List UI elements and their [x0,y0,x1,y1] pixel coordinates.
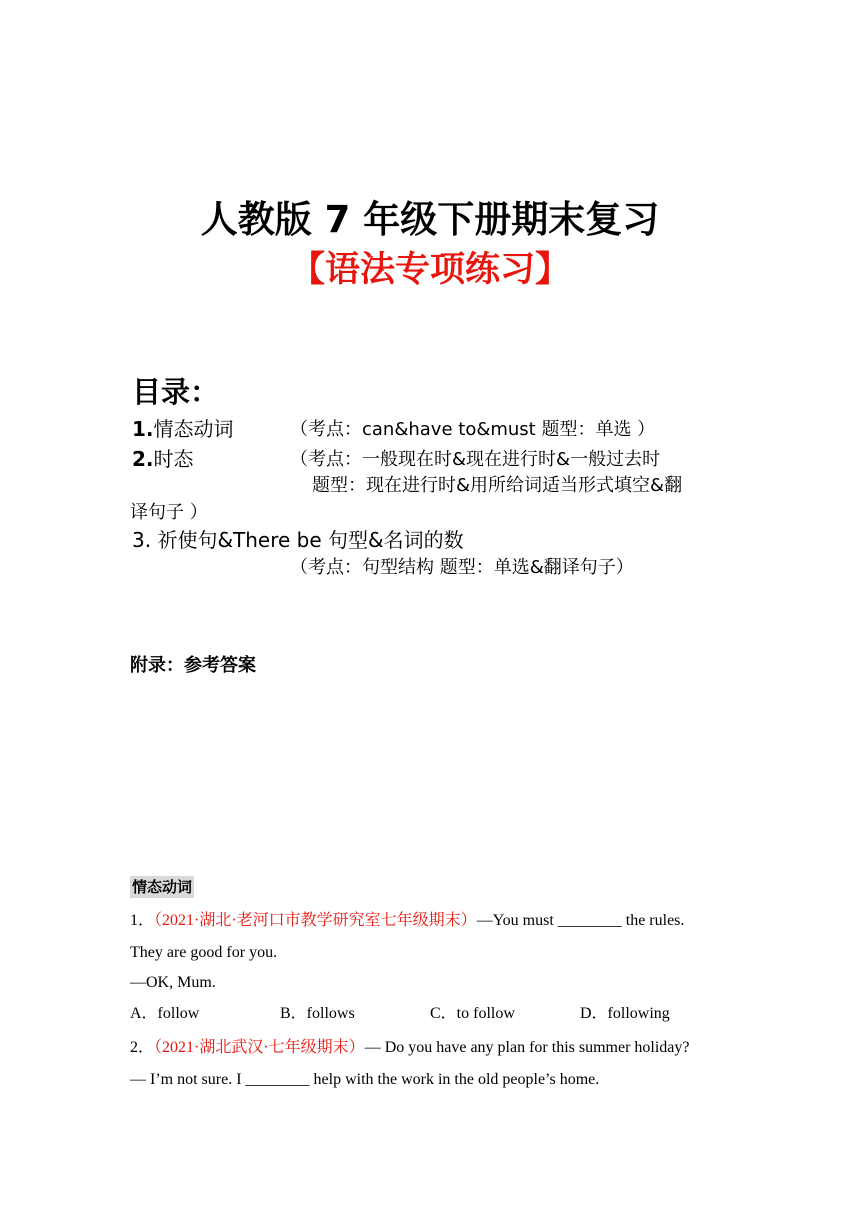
section-label: 情态动词 [132,878,193,896]
toc-item-1-name: 情态动词 [153,417,234,441]
toc-item-1-num: 1. [132,417,154,441]
question-1-text: —You must ________ the rules. [476,912,685,929]
toc-heading: 目录： [132,375,220,409]
question-1-option-a: A．follow [130,1005,200,1022]
question-1-text-2: They are good for you. [130,944,278,961]
question-2-source: （2021·湖北武汉·七年级期末） [154,1039,365,1056]
toc-item-1-detail: （考点：can&have to&must 题型：单选 ） [290,419,656,440]
question-1 [130,910,684,932]
question-2-text: — Do you have any plan for this summer holiday? [364,1039,690,1056]
appendix-label: 附录：参考答案 [130,655,256,676]
toc-item-2-detail: （考点：一般现在时&现在进行时&一般过去时 [290,449,661,470]
toc-item-2-detail-3: 译句子 ） [130,502,208,523]
question-1-source: （2021·湖北·老河口市教学研究室七年级期末） [154,912,477,929]
question-1-option-c: C．to follow [430,1005,515,1022]
document-subtitle: 【语法专项练习】 [289,250,570,290]
toc-item-1 [132,415,234,443]
question-1-option-b: B．follows [280,1005,355,1022]
toc-item-2-name: 时态 [153,447,194,471]
toc-item-2-detail-2: 题型：现在进行时&用所给词适当形式填空&翻 [312,475,683,496]
toc-item-3: 3. 祈使句&There be 句型&名词的数 [132,528,464,552]
question-2 [130,1037,690,1059]
document-title: 人教版 7 年级下册期末复习 [200,198,660,241]
question-2-num: 2． [130,1039,155,1056]
question-2-text-2: — I’m not sure. I ________ help with the work in the old people’s home. [130,1071,600,1088]
toc-item-2 [132,445,194,473]
toc-item-2-num: 2. [132,447,154,471]
question-1-option-d: D．following [580,1005,670,1022]
question-1-text-3: —OK, Mum. [130,974,216,991]
toc-item-3-detail: （考点：句型结构 题型：单选&翻译句子） [290,557,634,578]
question-1-num: 1． [130,912,155,929]
